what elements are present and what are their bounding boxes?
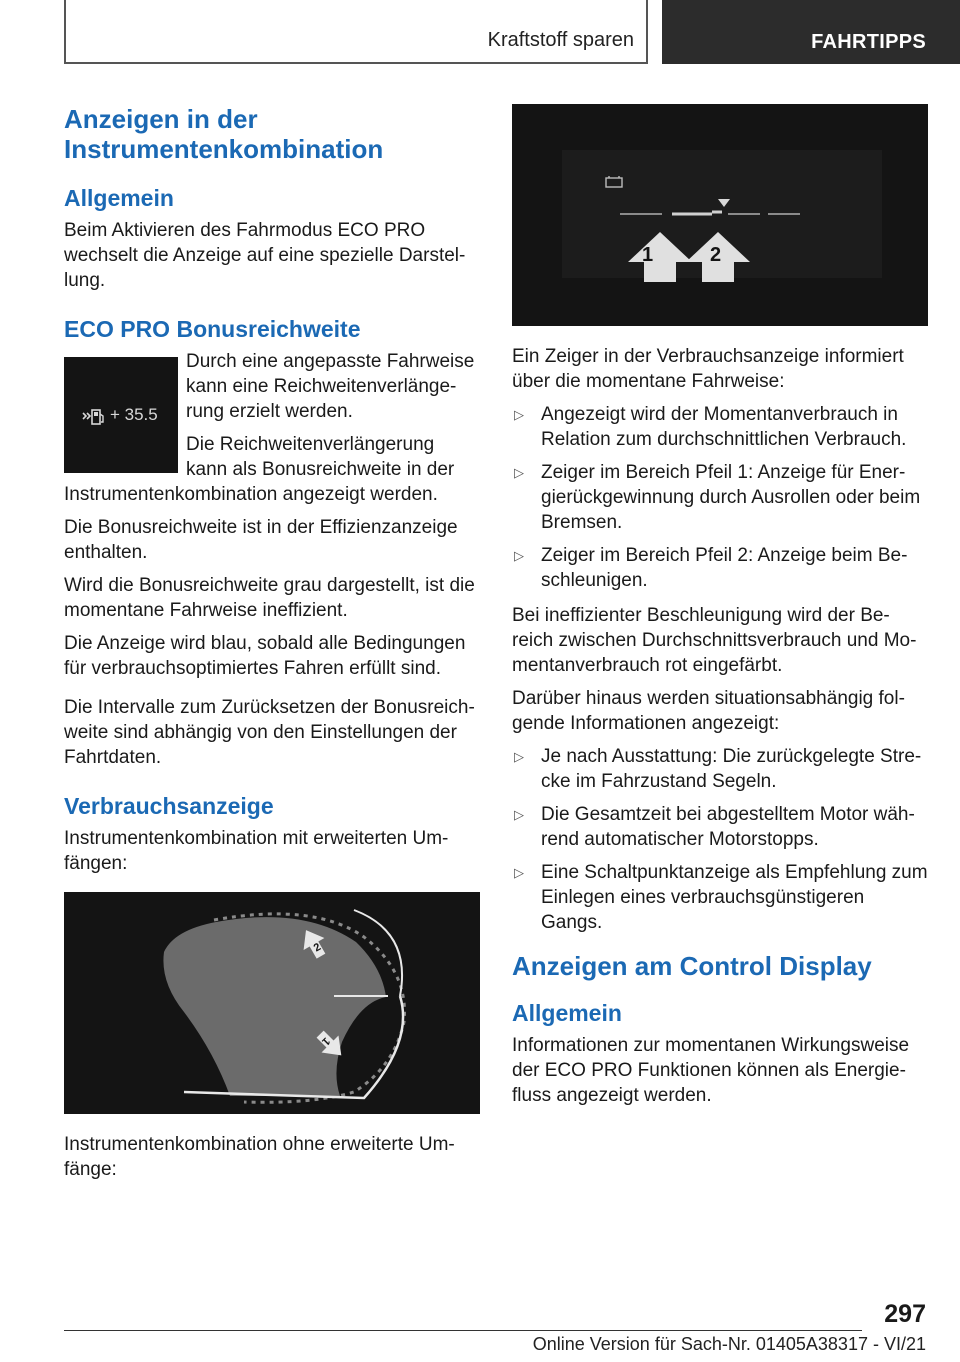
gauge-illustration xyxy=(64,892,480,1114)
footer-online-version: Online Version für Sach-Nr. 01405A38317 - VI/21 xyxy=(532,1334,926,1354)
list-zeiger xyxy=(512,402,928,593)
paragraph-bonus-4: Wird die Bonusreichweite grau dargestellt, ist die momentane Fahrweise ineffizient. xyxy=(64,575,475,621)
list-item: ▷ Zeiger im Bereich Pfeil 2: Anzeige beim Be-schleunigen. xyxy=(514,545,908,591)
paragraph-verbrauch-1: Instrumentenkombination mit erweiterten Um-fängen: xyxy=(64,828,449,874)
triangle-bullet-icon: ▷ xyxy=(514,465,524,480)
heading-verbrauchsanzeige: Verbrauchsanzeige xyxy=(64,793,274,819)
triangle-bullet-icon: ▷ xyxy=(514,749,524,764)
triangle-bullet-icon: ▷ xyxy=(514,548,524,563)
triangle-bullet-icon: ▷ xyxy=(514,407,524,422)
bonus-range-value: + 35.5 xyxy=(110,405,158,424)
paragraph-bonus-5: Die Anzeige wird blau, sobald alle Bedingungen für verbrauchsoptimiertes Fahren erfüllt sind. xyxy=(64,633,466,679)
page-title: Anzeigen in der Instrumentenkombination xyxy=(64,104,384,164)
paragraph-bonus-6: Die Intervalle zum Zurücksetzen der Bonusreich-weite sind abhängig von den Einstellungen der Fahrtdaten. xyxy=(64,697,475,768)
paragraph-bonus-3: Die Bonusreichweite ist in der Effizienzanzeige enthalten. xyxy=(64,517,458,563)
list-item: ▷ Die Gesamtzeit bei abgestelltem Motor wäh-rend automatischer Motorstopps. xyxy=(514,804,915,850)
heading-control-display: Anzeigen am Control Display xyxy=(512,951,872,981)
list-item: ▷ Eine Schaltpunktanzeige als Empfehlung zum Einlegen eines verbrauchsgünstigeren Gangs. xyxy=(514,862,928,933)
paragraph-bonus-1: Durch eine angepasste Fahrweise kann eine Reichweitenverlänge-rung erzielt werden. xyxy=(186,351,475,422)
left-column xyxy=(64,104,480,1190)
bonus-range-image xyxy=(64,357,178,473)
paragraph-control-display: Informationen zur momentanen Wirkungsweise der ECO PRO Funktionen können als Energie-fluss angezeigt werden. xyxy=(512,1035,910,1106)
header-chapter-tab xyxy=(662,0,960,64)
fuel-pump-icon xyxy=(82,407,106,429)
footer-divider xyxy=(64,1330,862,1331)
list-informationen xyxy=(512,744,928,935)
header-section-box xyxy=(64,0,648,64)
arrow-1-label: 1 xyxy=(642,244,654,266)
consumption-gauge-extended-image xyxy=(64,892,480,1114)
header-chapter-title: FAHRTIPPS xyxy=(811,31,926,53)
bar-illustration xyxy=(512,104,928,326)
consumption-bar-image xyxy=(512,104,928,326)
arrow-1-label: 1 xyxy=(319,1034,333,1048)
page-number: 297 xyxy=(884,1300,926,1328)
triangle-bullet-icon: ▷ xyxy=(514,807,524,822)
list-item: ▷ Je nach Ausstattung: Die zurückgelegte Stre-cke im Fahrzustand Segeln. xyxy=(514,746,922,792)
heading-bonusreichweite: ECO PRO Bonusreichweite xyxy=(64,316,361,342)
paragraph-ineffizient: Bei ineffizienter Beschleunigung wird der Be-reich zwischen Durchschnittsverbrauch und Mo-mentanverbrauch rot eingefärbt. xyxy=(512,605,917,676)
paragraph-darueber: Darüber hinaus werden situationsabhängig fol-gende Informationen angezeigt: xyxy=(512,688,905,734)
triangle-bullet-icon: ▷ xyxy=(514,865,524,880)
paragraph-bonus-2: Die Reichweitenverlängerung kann als Bonusreichweite in der Instrumentenkombination angezeigt werden. xyxy=(64,434,455,505)
paragraph-verbrauch-2: Instrumentenkombination ohne erweiterte Um-fänge: xyxy=(64,1134,455,1180)
heading-allgemein: Allgemein xyxy=(64,185,174,211)
arrow-2-label: 2 xyxy=(311,941,324,955)
arrow-2-label: 2 xyxy=(710,244,722,266)
list-item: ▷ Angezeigt wird der Momentanverbrauch in Relation zum durchschnittlichen Verbrauch. xyxy=(514,404,907,450)
header-section-title: Kraftstoff sparen xyxy=(487,29,634,51)
paragraph-zeiger: Ein Zeiger in der Verbrauchsanzeige informiert über die momentane Fahrweise: xyxy=(512,346,904,392)
list-item: ▷ Zeiger im Bereich Pfeil 1: Anzeige für Ener-gierückgewinnung durch Ausrollen oder beim Bremsen. xyxy=(514,462,921,533)
right-column xyxy=(512,104,928,1116)
heading-allgemein-2: Allgemein xyxy=(512,1000,622,1026)
paragraph-allgemein: Beim Aktivieren des Fahrmodus ECO PRO wechselt die Anzeige auf eine spezielle Darstel-lung. xyxy=(64,220,466,291)
